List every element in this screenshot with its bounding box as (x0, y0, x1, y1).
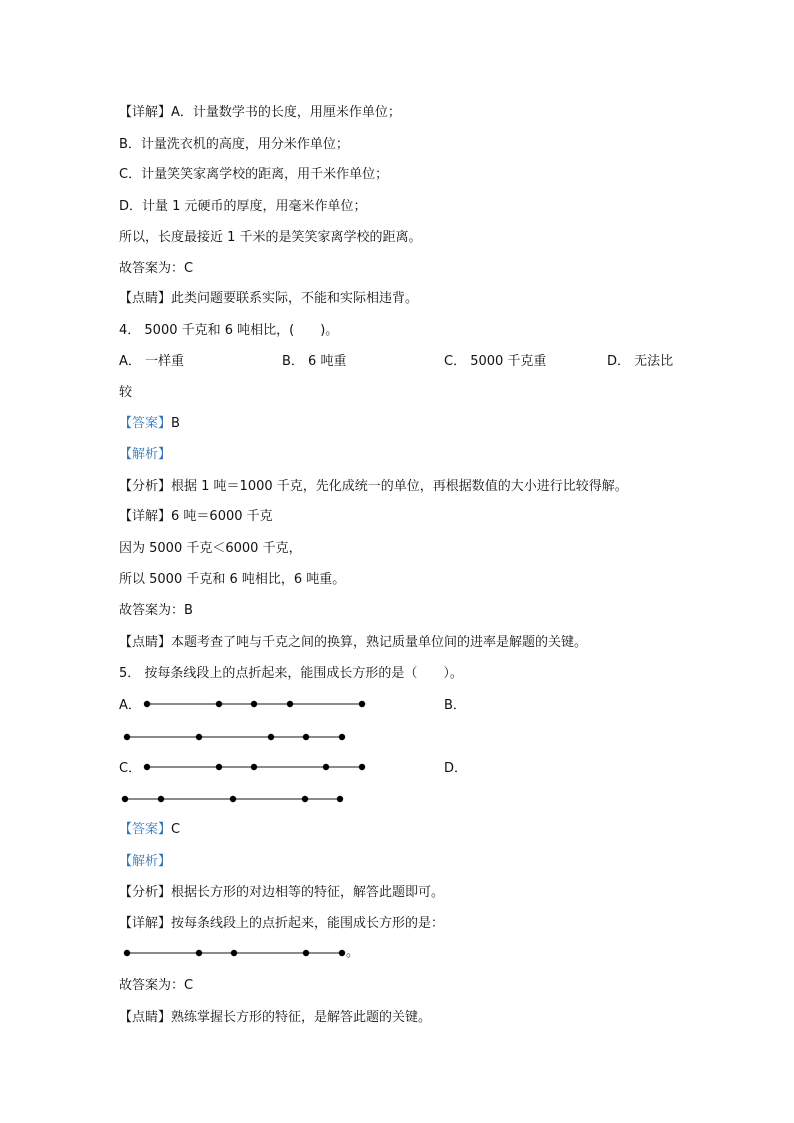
q5-solution-period: 。 (346, 945, 360, 960)
detail-line-b: B．计量洗衣机的高度，用分米作单位； (119, 137, 349, 152)
q4-analysis-tag: 【解析】 (119, 447, 172, 462)
q4-stem: 4． 5000 千克和 6 吨相比，( )。 (119, 323, 339, 338)
q5-analyze: 【分析】根据长方形的对边相等的特征，解答此题即可。 (119, 885, 445, 900)
q5-option-a-label: A． (119, 698, 141, 713)
detail-line-d: D．计量 1 元硬币的厚度，用毫米作单位； (119, 199, 367, 214)
conclusion-line: 所以，长度最接近 1 千米的是笑笑家离学校的距离。 (119, 230, 422, 245)
q5-tip: 【点睛】熟练掌握长方形的特征，是解答此题的关键。 (119, 1010, 432, 1025)
answer-line: 故答案为：C (119, 261, 194, 276)
q5-solution-segment (120, 947, 350, 959)
q4-answer: 【答案】B (119, 416, 180, 431)
q4-tip: 【点睛】本题考查了吨与千克之间的换算，熟记质量单位间的进率是解题的关键。 (119, 635, 588, 650)
q5-option-a-segment (140, 698, 370, 710)
q5-option-b-segment (120, 731, 350, 743)
q4-option-d: D． 无法比 (607, 354, 674, 369)
q5-stem: 5． 按每条线段上的点折起来，能围成长方形的是（ ）。 (119, 666, 463, 681)
q4-option-b: B． 6 吨重 (282, 354, 347, 369)
q4-line3: 所以 5000 千克和 6 吨相比，6 吨重。 (119, 572, 346, 587)
q4-analyze: 【分析】根据 1 吨＝1000 千克，先化成统一的单位，再根据数值的大小进行比较得解。 (119, 479, 628, 494)
q4-option-c: C． 5000 千克重 (444, 354, 547, 369)
q5-option-d-label: D． (444, 761, 468, 776)
tip-line: 【点睛】此类问题要联系实际，不能和实际相违背。 (119, 291, 419, 306)
q4-line2: 因为 5000 千克＜6000 千克， (119, 541, 302, 556)
q5-final: 故答案为：C (119, 978, 194, 993)
detail-tag: 【详解】 (119, 105, 172, 120)
q5-option-c-segment (140, 761, 370, 773)
detail-line-a: 【详解】A．计量数学书的长度，用厘米作单位； (119, 105, 401, 120)
detail-line-c: C．计量笑笑家离学校的距离，用千米作单位； (119, 167, 389, 182)
q5-answer: 【答案】C (119, 822, 181, 837)
q4-detail: 【详解】6 吨＝6000 千克 (119, 509, 273, 524)
q5-detail: 【详解】按每条线段上的点折起来，能围成长方形的是： (119, 916, 445, 931)
q5-option-b-label: B． (444, 698, 466, 713)
q5-analysis-tag: 【解析】 (119, 854, 172, 869)
q4-final: 故答案为：B (119, 603, 193, 618)
q5-option-d-segment (118, 793, 348, 805)
q4-option-d-wrap: 较 (119, 385, 133, 400)
q5-option-c-label: C． (119, 761, 142, 776)
q4-option-a: A． 一样重 (119, 354, 185, 369)
